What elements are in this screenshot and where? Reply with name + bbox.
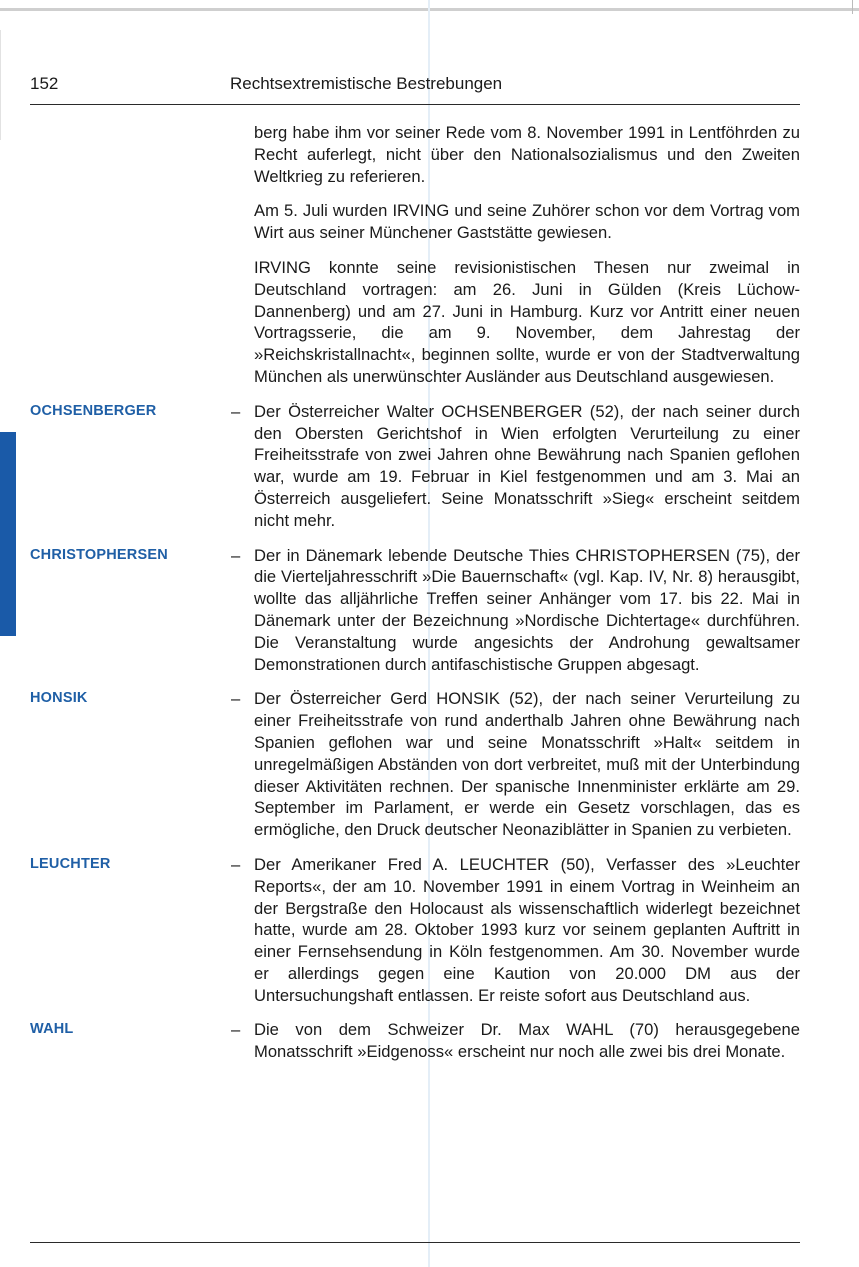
entry-dash: –	[231, 401, 241, 421]
entry-text: Die von dem Schweizer Dr. Max WAHL (70) herausgegebene Monatsschrift »Eidgenoss« erscheint nur noch alle zwei bis drei Monate.	[254, 1020, 800, 1062]
entry-honsik	[30, 688, 800, 841]
header-rule	[30, 104, 800, 105]
entry-text: Der Amerikaner Fred A. LEUCHTER (50), Verfasser des »Leuchter Reports«, der am 10. November 1991 in einem Vortrag in Weinheim an der Bergstraße den Holocaust als wissenschaftlich widerlegt bezeichnet hatte, wurde am 28. Oktober 1993 kurz vor seinem geplanten Auftritt in einer Fernsehsendung in Köln festgenommen. Am 30. November wurde er allerdings gegen eine Kaution von 20.000 DM aus der Untersuchungshaft entlassen. Er reiste sofort aus Deutschland aus.	[254, 854, 800, 1005]
margin-keyword: HONSIK	[30, 690, 88, 707]
entry-text: Der Österreicher Walter OCHSENBERGER (52), der nach seiner durch den Obersten Gerichtshof in Wien erfolgten Verurteilung zu einer Freiheitsstrafe von zwei Jahren ohne Bewährung nach Spanien geflohen war, wurde am 19. Februar in Kiel festgenommen und am 3. Mai an Österreich ausgeliefert. Seine Monatsschrift »Sieg« erscheint seitdem nicht mehr.	[254, 401, 800, 530]
entry-dash: –	[231, 689, 241, 709]
entry-wahl	[30, 1019, 800, 1063]
page-header	[30, 74, 800, 102]
entry-christophersen	[30, 545, 800, 676]
margin-keyword: CHRISTOPHERSEN	[30, 546, 168, 563]
margin-keyword: LEUCHTER	[30, 855, 111, 872]
entry-text: Der in Dänemark lebende Deutsche Thies CHRISTOPHERSEN (75), der die Vierteljahresschrift »Die Bauernschaft« (vgl. Kap. IV, Nr. 8) herausgibt, wollte das alljährliche Treffen seiner Anhänger vom 17. bis 22. Mai in Dänemark unter der Bezeichnung »Nordische Dichtertage« durchführen. Die Veranstaltung wurde angesichts der Androhung gewaltsamer Demonstrationen durch antifaschistische Gruppen abgesagt.	[254, 545, 800, 674]
margin-keyword: OCHSENBERGER	[30, 402, 157, 419]
footer-rule	[30, 1242, 800, 1243]
entry-text: Der Österreicher Gerd HONSIK (52), der nach seiner Verurteilung zu einer Freiheitsstrafe von rund anderthalb Jahren ohne Bewährung nach Spanien geflohen war und seine Monatsschrift »Halt« seitdem in unregelmäßigen Abständen von dort verbreitet, muß mit der Unterbindung dieser Aktivitäten rechnen. Der spanische Innenminister erklärte am 29. September im Parlament, er werde ein Gesetz vorschlagen, das es ermögliche, den Druck deutscher Neonaziblätter in Spanien zu verbieten.	[254, 689, 800, 840]
entry-dash: –	[231, 1020, 241, 1040]
scan-right-edge	[852, 0, 853, 14]
scan-left-edge	[0, 30, 1, 140]
intro-paragraph: berg habe ihm vor seiner Rede vom 8. November 1991 in Lentföhrden zu Recht auferlegt, nicht über den Nationalsozialismus und den Zweiten Weltkrieg zu referieren.	[254, 123, 800, 186]
margin-color-tab	[0, 432, 16, 636]
page-body	[30, 122, 800, 1076]
intro-paragraph: Am 5. Juli wurden IRVING und seine Zuhörer schon vor dem Vortrag vom Wirt aus seiner Münchener Gaststätte gewiesen.	[254, 201, 800, 243]
intro-paragraph: IRVING konnte seine revisionistischen Thesen nur zweimal in Deutschland vortragen: am 26. Juni in Gülden (Kreis Lüchow-Dannenberg) und am 27. Juni in Hamburg. Kurz vor Antritt einer neuen Vortragsserie, die am 9. November, dem Jahrestag der »Reichskristallnacht«, beginnen sollte, wurde er von der Stadtverwaltung München als unerwünschter Ausländer aus Deutschland ausgewiesen.	[254, 257, 800, 386]
margin-keyword: WAHL	[30, 1021, 74, 1038]
entry-dash: –	[231, 545, 241, 565]
page-number: 152	[30, 74, 59, 93]
entry-ochsenberger	[30, 401, 800, 532]
running-title: Rechtsextremistische Bestrebungen	[230, 74, 503, 93]
entry-leuchter	[30, 854, 800, 1007]
entry-dash: –	[231, 854, 241, 874]
